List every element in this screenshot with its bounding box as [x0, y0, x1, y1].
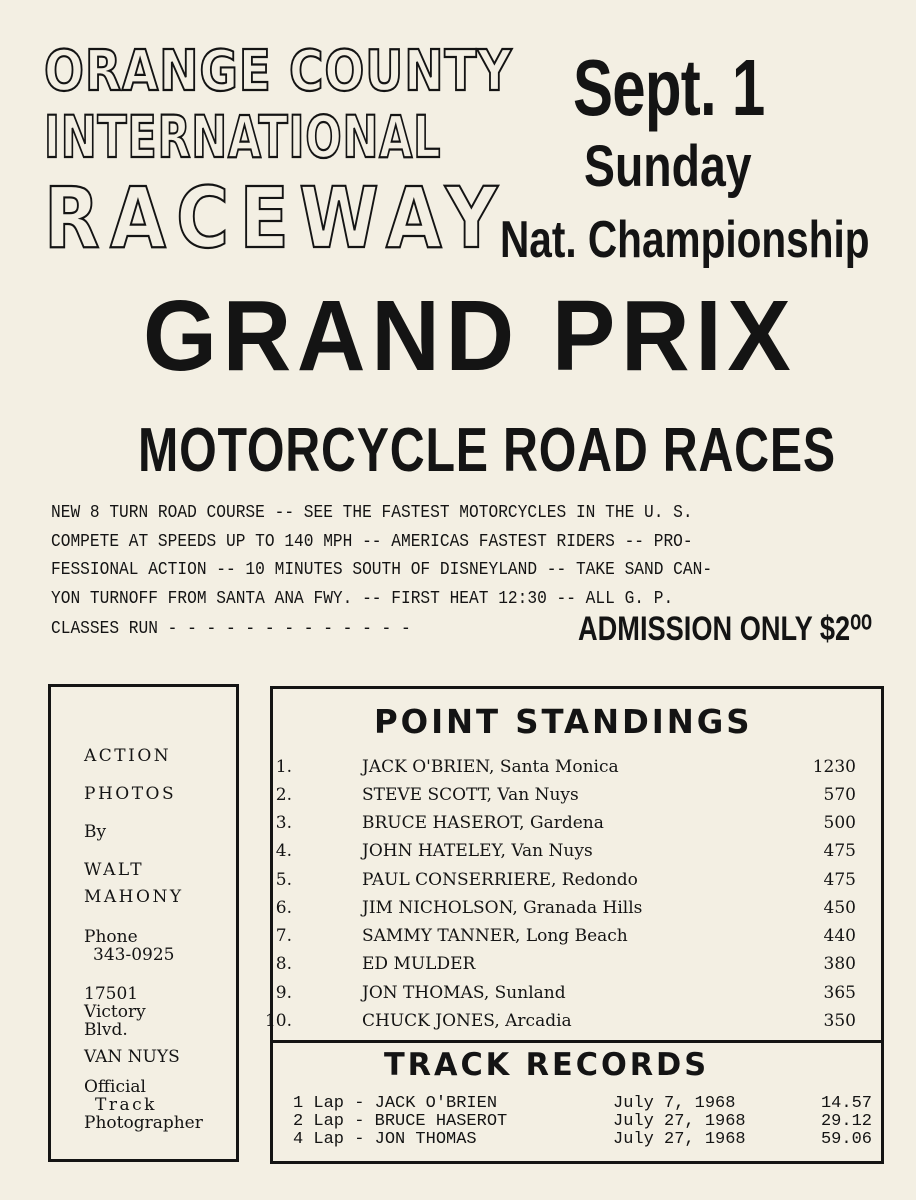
track-record-laps: 4 Lap - JON THOMAS: [293, 1130, 477, 1149]
standings-rank: 5.: [275, 870, 292, 890]
event-championship: Nat. Championship: [500, 211, 870, 269]
photographer-phone: 343-0925: [93, 945, 175, 965]
photographer-first-name: WALT: [84, 860, 145, 880]
standings-rider: BRUCE HASEROT, Gardena: [362, 813, 604, 833]
venue-name-line-2: INTERNATIONAL: [44, 103, 442, 171]
standings-points: 350: [823, 1011, 856, 1031]
track-record-time: 59.06: [820, 1130, 872, 1149]
standings-points: 440: [823, 926, 856, 946]
standings-rider: JACK O'BRIEN, Santa Monica: [362, 757, 619, 777]
description-line-4: YON TURNOFF FROM SANTA ANA FWY. -- FIRST HEAT 12:30 -- ALL G. P.: [51, 589, 674, 609]
standings-rank: 1.: [275, 757, 292, 777]
standings-rider: JON THOMAS, Sunland: [362, 983, 566, 1003]
standings-rider: JOHN HATELEY, Van Nuys: [362, 841, 593, 861]
standings-row: [264, 1010, 884, 1032]
standings-points: 500: [823, 813, 856, 833]
track-record-time: 14.57: [820, 1094, 872, 1113]
photographer-phone-label: Phone: [84, 927, 138, 947]
standings-row: [270, 756, 884, 778]
standings-row: [270, 784, 884, 806]
standings-points: 380: [823, 954, 856, 974]
description-line-1: NEW 8 TURN ROAD COURSE -- SEE THE FASTEST MOTORCYCLES IN THE U. S.: [51, 503, 693, 523]
photographer-address-number: 17501: [84, 984, 139, 1004]
standings-rank: 6.: [275, 898, 292, 918]
admission-price: ADMISSION ONLY $2⁰⁰: [578, 610, 872, 648]
track-record-date: July 27, 1968: [613, 1112, 746, 1131]
standings-rider: CHUCK JONES, Arcadia: [362, 1011, 572, 1031]
standings-rank: 9.: [275, 983, 292, 1003]
track-records-title: TRACK RECORDS: [384, 1047, 710, 1083]
standings-rider: PAUL CONSERRIERE, Redondo: [362, 870, 638, 890]
photographer-photos: PHOTOS: [84, 784, 177, 804]
standings-row: [270, 812, 884, 834]
standings-points: 475: [823, 841, 856, 861]
standings-rider: STEVE SCOTT, Van Nuys: [362, 785, 579, 805]
event-day: Sunday: [584, 134, 752, 199]
standings-row: [270, 953, 884, 975]
event-title: GRAND PRIX: [143, 280, 797, 392]
description-line-2: COMPETE AT SPEEDS UP TO 140 MPH -- AMERICAS FASTEST RIDERS -- PRO-: [51, 532, 693, 552]
photographer-role-line-3: Photographer: [84, 1113, 203, 1133]
track-record-row: [270, 1130, 884, 1150]
standings-points: 1230: [812, 757, 856, 777]
standings-points: 365: [823, 983, 856, 1003]
standings-rank: 7.: [275, 926, 292, 946]
standings-rank: 10.: [264, 1011, 292, 1031]
standings-points: 570: [823, 785, 856, 805]
standings-rank: 2.: [275, 785, 292, 805]
photographer-by: By: [84, 822, 107, 842]
standings-points: 475: [823, 870, 856, 890]
photographer-address-type: Blvd.: [84, 1020, 128, 1040]
standings-row: [270, 869, 884, 891]
standings-rank: 3.: [275, 813, 292, 833]
standings-rider: JIM NICHOLSON, Granada Hills: [362, 898, 643, 918]
description-line-3: FESSIONAL ACTION -- 10 MINUTES SOUTH OF DISNEYLAND -- TAKE SAND CAN-: [51, 560, 713, 580]
standings-row: [270, 897, 884, 919]
standings-rider: ED MULDER: [362, 954, 476, 974]
description-line-5: CLASSES RUN - - - - - - - - - - - - -: [51, 619, 411, 639]
photographer-address-street: Victory: [84, 1002, 146, 1022]
photographer-role-line-2: Track: [95, 1095, 157, 1115]
event-subtitle: MOTORCYCLE ROAD RACES: [138, 416, 836, 485]
standings-row: [270, 925, 884, 947]
track-record-time: 29.12: [820, 1112, 872, 1131]
event-date: Sept. 1: [573, 43, 765, 132]
photographer-last-name: MAHONY: [84, 887, 184, 907]
standings-rank: 8.: [275, 954, 292, 974]
track-record-date: July 27, 1968: [613, 1130, 746, 1149]
standings-divider: [270, 1040, 884, 1043]
standings-points: 450: [823, 898, 856, 918]
track-record-row: [270, 1112, 884, 1132]
standings-row: [270, 840, 884, 862]
point-standings-title: POINT STANDINGS: [374, 702, 753, 741]
standings-row: [270, 982, 884, 1004]
standings-rank: 4.: [275, 841, 292, 861]
venue-name-line-3: RACEWAY: [44, 169, 508, 267]
track-record-laps: 2 Lap - BRUCE HASEROT: [293, 1112, 508, 1131]
track-record-laps: 1 Lap - JACK O'BRIEN: [293, 1094, 498, 1113]
track-record-date: July 7, 1968: [613, 1094, 736, 1113]
track-record-row: [270, 1094, 884, 1114]
standings-rider: SAMMY TANNER, Long Beach: [362, 926, 628, 946]
venue-name-line-1: ORANGE COUNTY: [44, 39, 513, 104]
photographer-action: ACTION: [84, 746, 172, 766]
photographer-city: VAN NUYS: [84, 1047, 180, 1067]
photographer-role-line-1: Official: [84, 1077, 146, 1097]
